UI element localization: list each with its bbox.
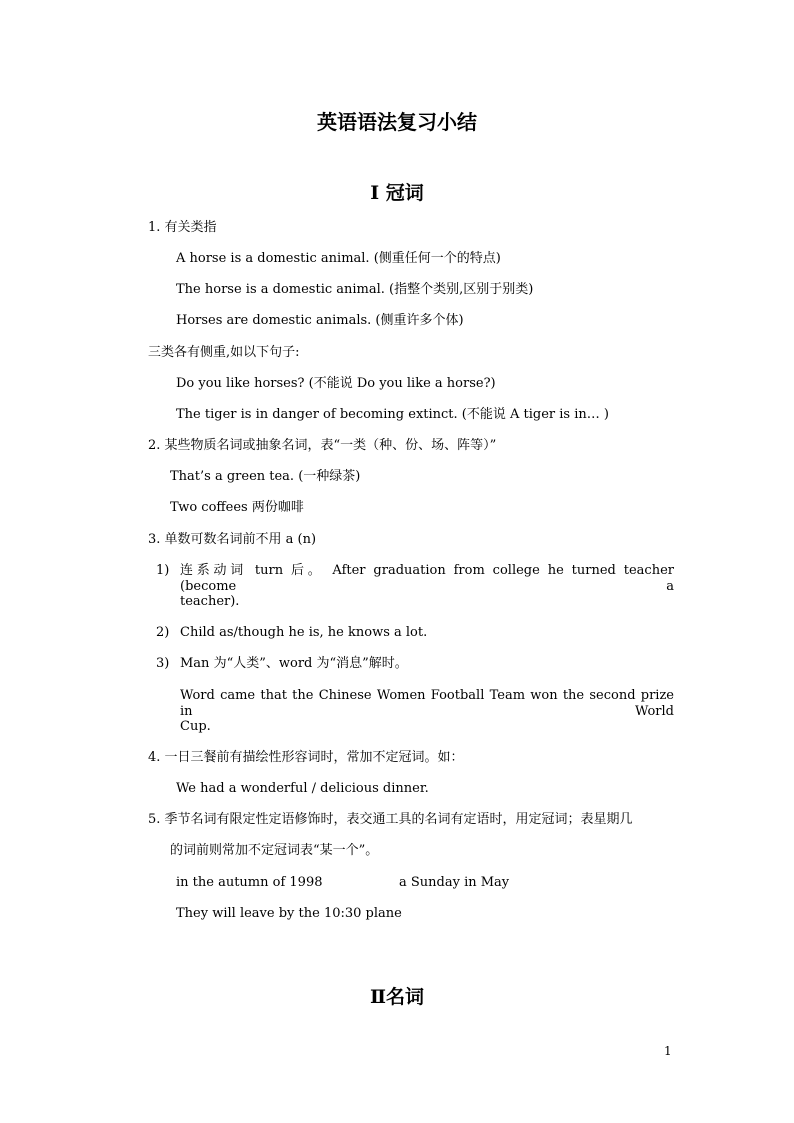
example-sentence: We had a wonderful / delicious dinner. (176, 781, 429, 796)
list-item: 2. 某些物质名词或抽象名词，表“一类（种、份、场、阵等）” (148, 438, 497, 453)
list-item: 3. 单数可数名词前不用 a (n) (148, 532, 317, 547)
example-sentence: a Sunday in May (399, 875, 510, 890)
example-sentence: They will leave by the 10:30 plane (176, 906, 402, 921)
paragraph-text: 的词前则常加不定冠词表“某一个”。 (170, 843, 379, 858)
example-sentence: in the autumn of 1998 (176, 875, 323, 890)
list-item: 4. 一日三餐前有描绘性形容词时，常加不定冠词。如： (148, 750, 464, 765)
section-heading-articles: Ⅰ 冠词 (370, 182, 424, 204)
sub-list-text: teacher). (180, 594, 240, 609)
sub-list-text: Man 为“人类”、word 为“消息”解时。 (180, 656, 408, 671)
list-item: 5. 季节名词有限定性定语修饰时，表交通工具的名词有定语时，用定冠词；表星期几 (148, 812, 633, 827)
example-sentence: Two coffees 两份咖啡 (170, 500, 304, 515)
example-sentence: The horse is a domestic animal. (指整个类别,区别于别类) (176, 282, 534, 297)
sub-list-text: Child as/though he is, he knows a lot. (180, 625, 428, 640)
sub-list-number: 3) (156, 656, 170, 671)
example-sentence: Horses are domestic animals. (侧重许多个体) (176, 313, 464, 328)
sub-list-number: 1) (156, 563, 170, 578)
sub-list-text: 连系动词 turn 后。 After graduation from college he turned teacher (become a (180, 563, 674, 594)
page-number: 1 (664, 1044, 672, 1058)
sub-list-number: 2) (156, 625, 170, 640)
example-sentence: That’s a green tea. (一种绿茶) (170, 469, 361, 484)
example-sentence: A horse is a domestic animal. (侧重任何一个的特点) (176, 251, 501, 266)
document-title: 英语语法复习小结 (317, 110, 477, 134)
example-sentence: Do you like horses? (不能说 Do you like a horse?) (176, 376, 496, 391)
example-sentence: Word came that the Chinese Women Football Team won the second prize in World (180, 688, 674, 719)
example-sentence: Cup. (180, 719, 211, 734)
paragraph-text: 三类各有侧重,如以下句子: (148, 345, 300, 360)
section-heading-nouns: Ⅱ名词 (369, 986, 424, 1008)
list-item: 1. 有关类指 (148, 220, 217, 235)
example-sentence: The tiger is in danger of becoming extinct. (不能说 A tiger is in… ) (176, 407, 609, 422)
